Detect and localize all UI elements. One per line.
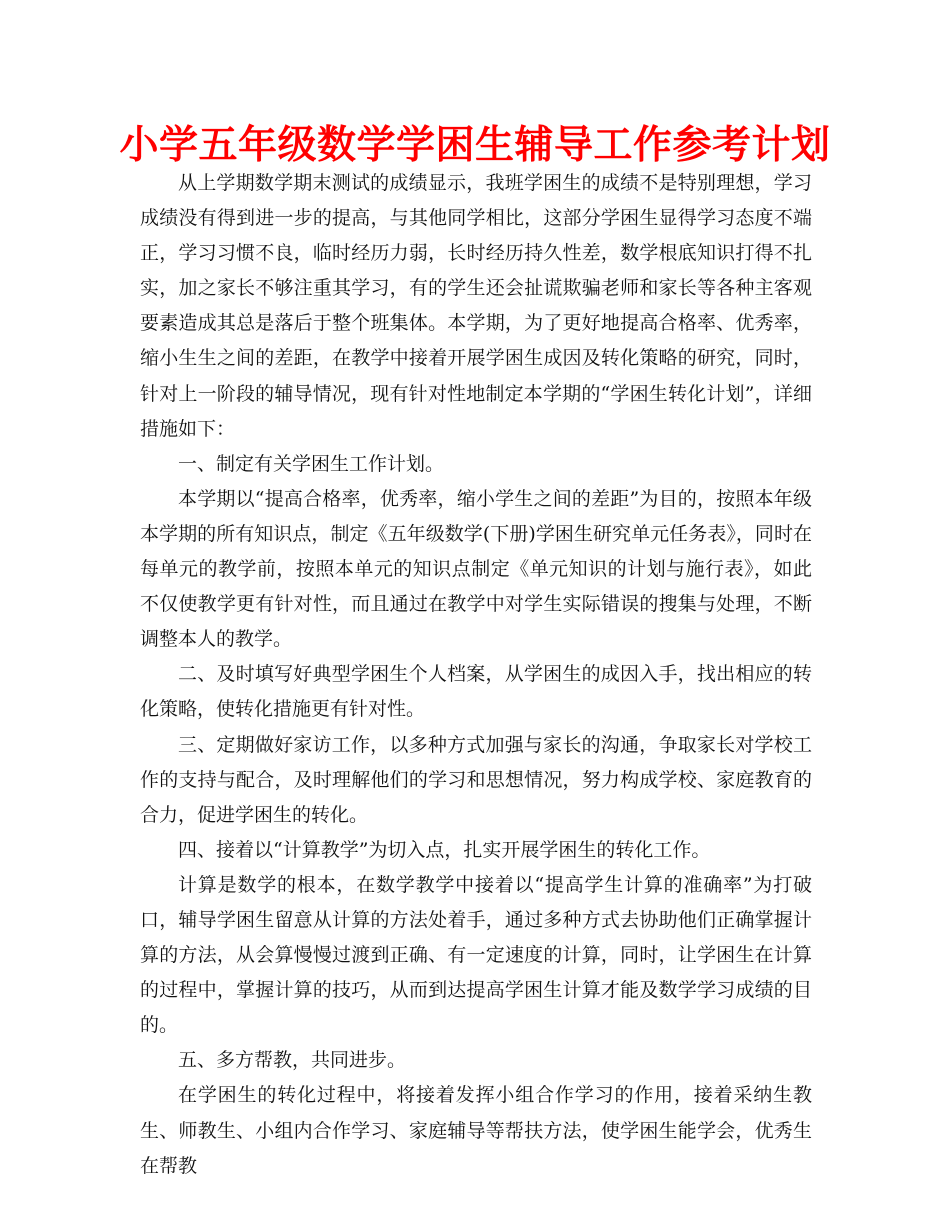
paragraph-section-2: 二、及时填写好典型学困生个人档案，从学困生的成因入手，找出相应的转化策略，使转化措施更有针对性。 [140,663,812,721]
paragraph-section-5: 在学困生的转化过程中，将接着发挥小组合作学习的作用，接着采纳生教生、师教生、小组内合作学习、家庭辅导等帮扶方法，使学困生能学会，优秀生在帮教 [140,1084,812,1177]
heading-section-1: 一、制定有关学困生工作计划。 [178,452,445,475]
paragraph-section-3: 三、定期做好家访工作，以多种方式加强与家长的沟通，争取家长对学校工作的支持与配合，及时理解他们的学习和思想情况，努力构成学校、家庭教育的合力，促进学困生的转化。 [140,733,812,826]
heading-section-5: 五、多方帮教，共同进步。 [178,1049,407,1072]
heading-section-4: 四、接着以“计算教学”为切入点，扎实开展学困生的转化工作。 [178,838,711,861]
document-body [140,166,812,1184]
paragraph-section-4: 计算是数学的根本，在数学教学中接着以“提高学生计算的准确率”为打破口，辅导学困生留意从计算的方法处着手，通过多种方式去协助他们正确掌握计算的方法，从会算慢慢过渡到正确、有一定速度的计算，同时，让学困生在计算的过程中，掌握计算的技巧，从而到达提高学困生计算才能及数学学习成绩的目的。 [140,873,812,1037]
paragraph-intro: 从上学期数学期末测试的成绩显示，我班学困生的成绩不是特别理想，学习成绩没有得到进一步的提高，与其他同学相比，这部分学困生显得学习态度不端正，学习习惯不良，临时经历力弱，长时经历持久性差，数学根底知识打得不扎实，加之家长不够注重其学习，有的学生还会扯谎欺骗老师和家长等各种主客观要素造成其总是落后于整个班集体。本学期，为了更好地提高合格率、优秀率，缩小生生之间的差距，在教学中接着开展学困生成因及转化策略的研究，同时，针对上一阶段的辅导情况，现有针对性地制定本学期的“学困生转化计划”，详细措施如下： [140,172,812,440]
document-title: 小学五年级数学学困生辅导工作参考计划 [119,123,831,168]
paragraph-section-1: 本学期以“提高合格率，优秀率，缩小学生之间的差距”为目的，按照本年级本学期的所有知识点，制定《五年级数学(下册)学困生研究单元任务表》，同时在每单元的教学前，按照本单元的知识点制定《单元知识的计划与施行表》，如此不仅使教学更有针对性，而且通过在教学中对学生实际错误的搜集与处理，不断调整本人的教学。 [140,487,812,651]
